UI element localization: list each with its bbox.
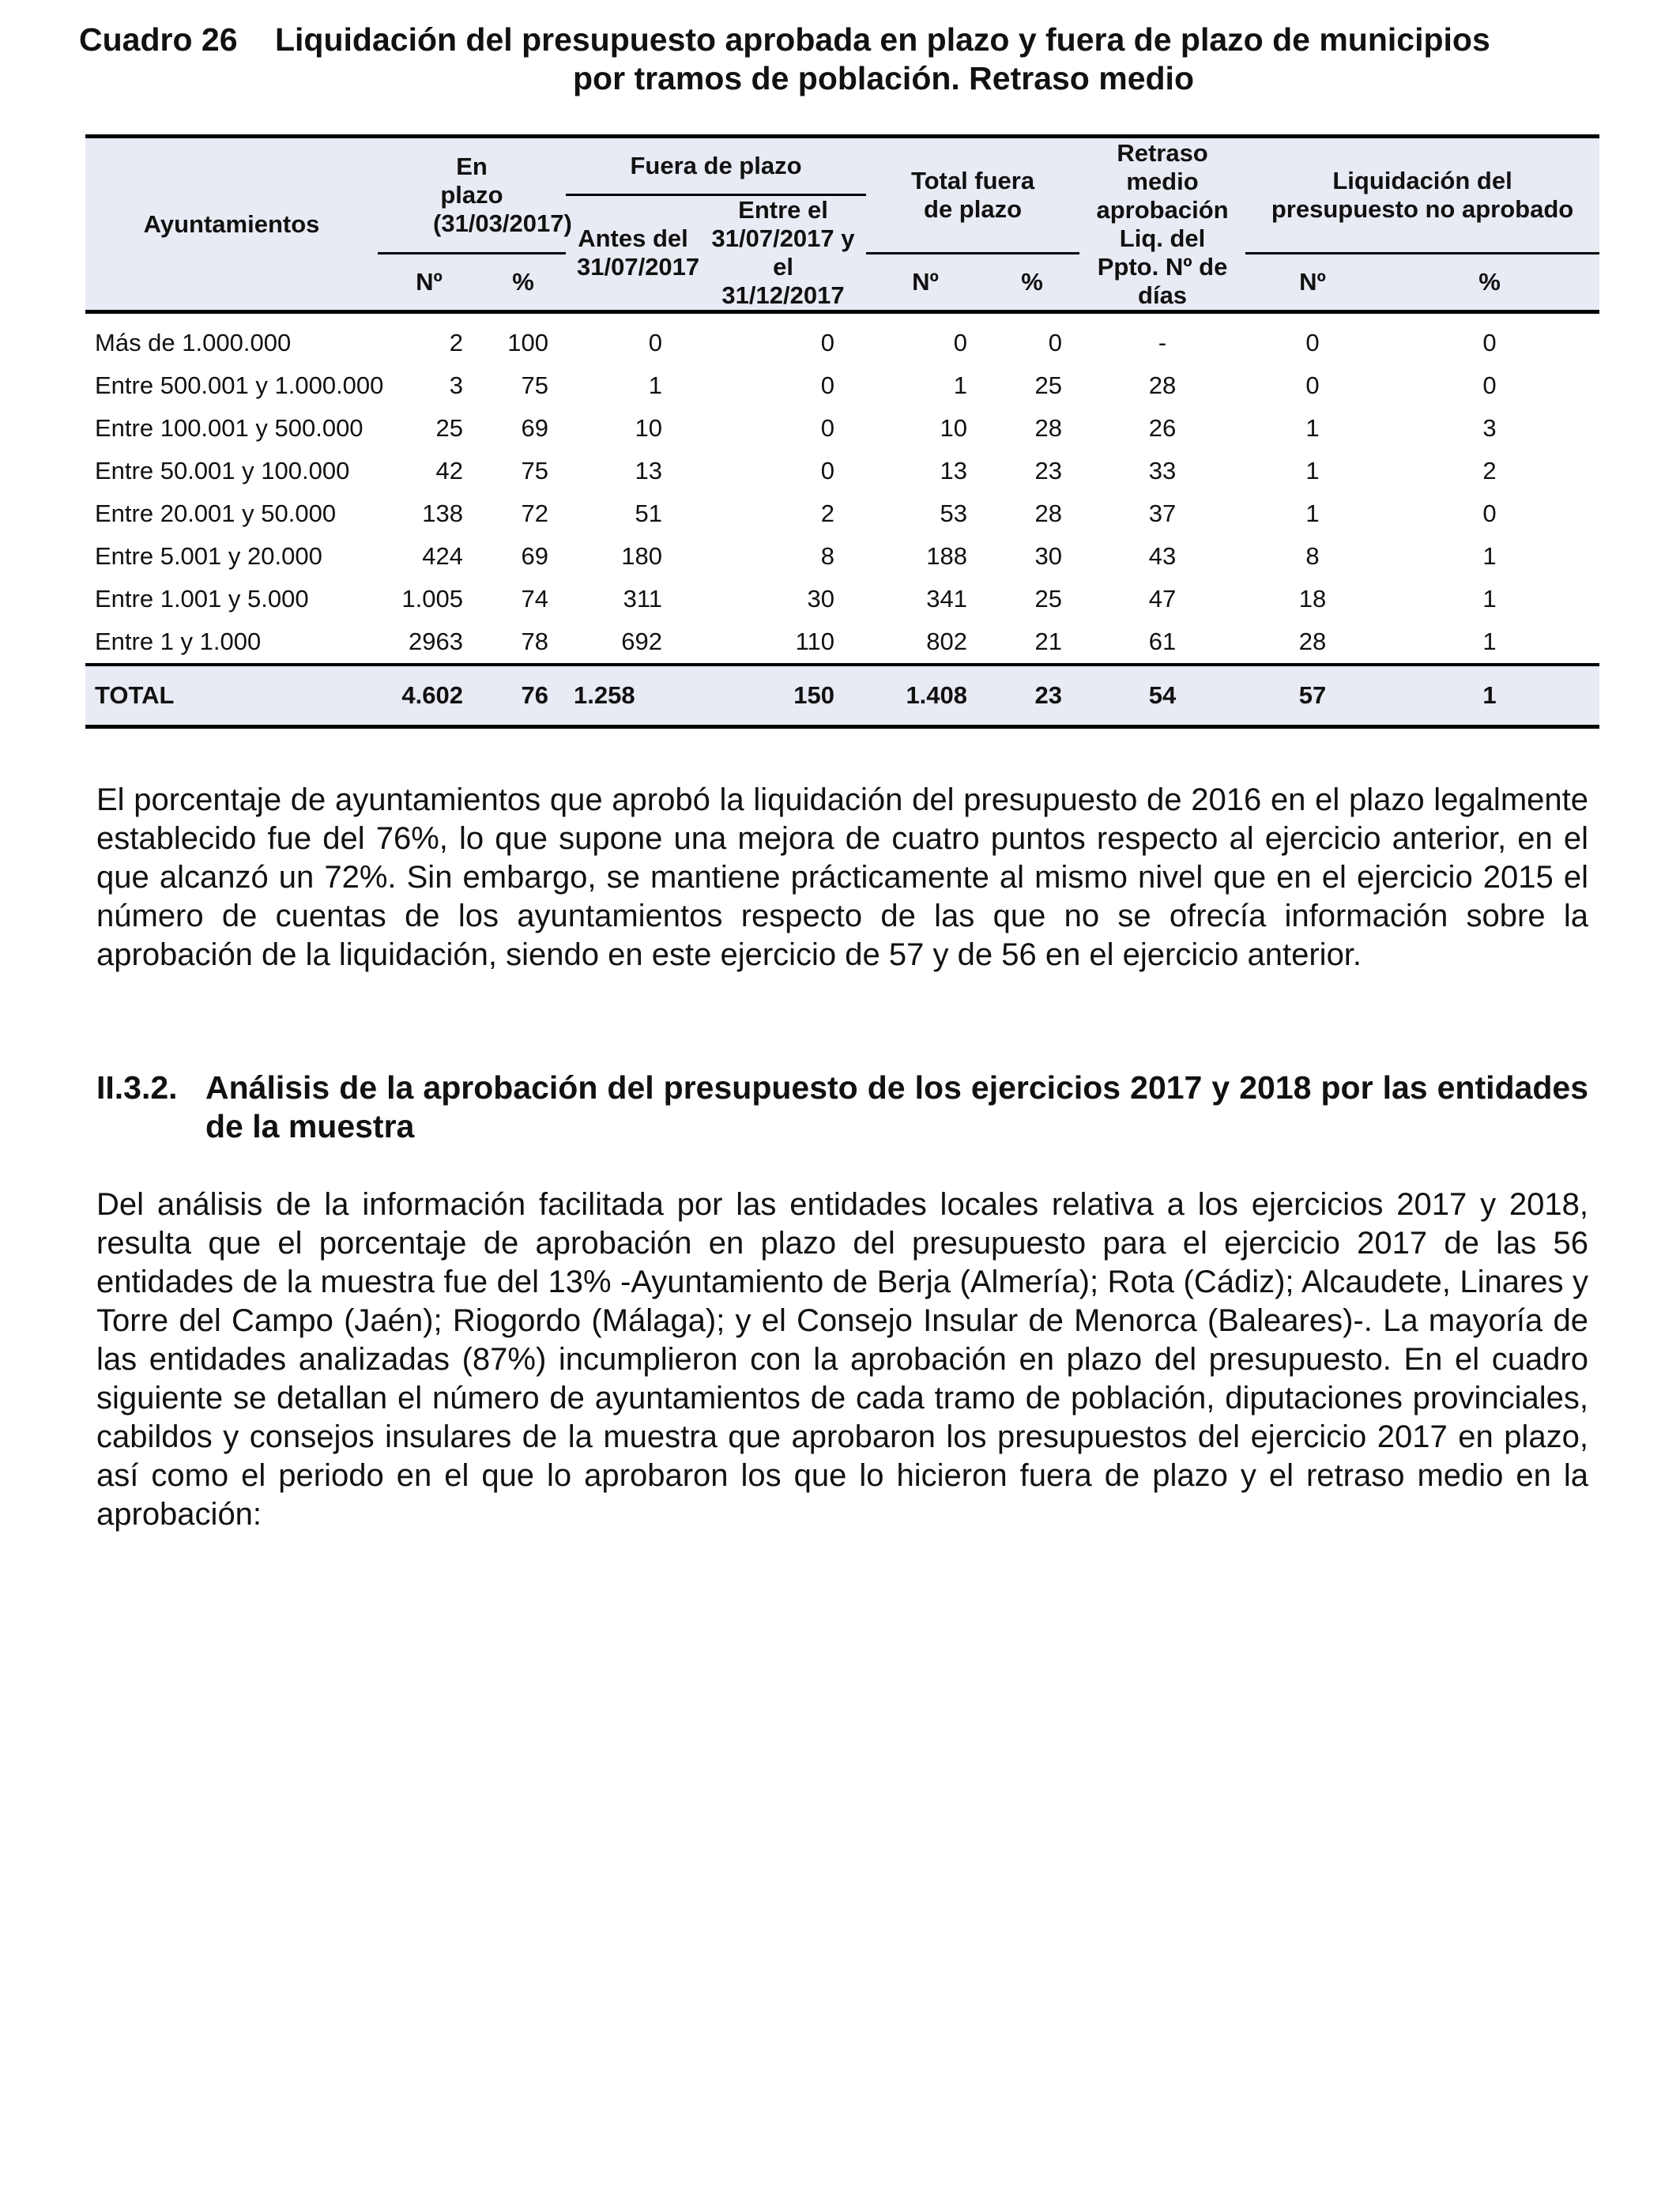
total-en-n: 4.602	[378, 665, 480, 727]
cell-retraso: 33	[1148, 457, 1177, 484]
cell-retraso: -	[1158, 329, 1167, 356]
cell-entre: 110	[795, 628, 835, 655]
cell-tot-n: 341	[926, 585, 968, 613]
section-title: Análisis de la aprobación del presupuesto de los ejercicios 2017 y 2018 por las entidades de la muestra	[205, 1069, 1588, 1144]
cell-tot-n: 802	[926, 628, 968, 655]
cell-tot-pct: 28	[1034, 499, 1063, 527]
cell-liq-n: 18	[1298, 585, 1327, 613]
cell-en-pct: 75	[521, 457, 548, 484]
cell-retraso: 61	[1148, 628, 1177, 655]
cell-entre: 0	[820, 414, 835, 442]
cell-liq-n: 8	[1305, 542, 1320, 570]
cell-name: Entre 5.001 y 20.000	[95, 542, 322, 570]
cell-en-pct: 69	[521, 542, 548, 570]
cell-tot-n: 1	[953, 371, 968, 399]
cell-retraso: 26	[1148, 414, 1177, 442]
section-heading	[96, 1069, 1588, 1146]
cell-antes: 51	[635, 499, 662, 527]
cell-tot-pct: 28	[1034, 414, 1063, 442]
header-en-plazo-pct: %	[480, 254, 566, 312]
cell-liq-pct: 2	[1482, 457, 1497, 484]
header-entre: Entre el 31/07/2017 y el 31/12/2017	[700, 195, 866, 312]
total-label: TOTAL	[85, 665, 378, 727]
cell-liq-n: 0	[1305, 329, 1320, 356]
cell-en-n: 25	[435, 414, 463, 442]
table-row	[85, 620, 1599, 665]
total-tot-pct: 23	[985, 665, 1079, 727]
cell-liq-pct: 1	[1482, 542, 1497, 570]
data-table	[85, 134, 1599, 729]
section-number: II.3.2.	[96, 1069, 178, 1106]
cell-name: Entre 100.001 y 500.000	[95, 414, 363, 442]
header-en-plazo: En plazo (31/03/2017)	[378, 137, 566, 254]
cell-name: Entre 500.001 y 1.000.000	[95, 371, 384, 399]
cell-entre: 0	[820, 329, 835, 356]
cell-liq-pct: 1	[1482, 628, 1497, 655]
cell-retraso: 28	[1148, 371, 1177, 399]
caption-title-line1: Liquidación del presupuesto aprobada en plazo y fuera de plazo de municipios	[275, 21, 1490, 58]
cell-en-n: 42	[435, 457, 463, 484]
header-ayuntamientos: Ayuntamientos	[85, 137, 378, 312]
cell-liq-n: 0	[1305, 371, 1320, 399]
table-body	[85, 312, 1599, 665]
cell-antes: 180	[621, 542, 662, 570]
cell-name: Entre 20.001 y 50.000	[95, 499, 337, 527]
cell-tot-n: 10	[940, 414, 968, 442]
table-row	[85, 407, 1599, 450]
cell-en-pct: 74	[521, 585, 548, 613]
total-antes: 1.258	[566, 665, 700, 727]
cell-en-n: 424	[422, 542, 463, 570]
cell-entre: 0	[820, 457, 835, 484]
cell-tot-pct: 21	[1034, 628, 1063, 655]
header-liquidacion: Liquidación del presupuesto no aprobado	[1245, 137, 1599, 254]
table-row	[85, 450, 1599, 492]
cell-tot-pct: 30	[1034, 542, 1063, 570]
header-fuera-de-plazo: Fuera de plazo	[566, 137, 866, 195]
cell-entre: 0	[820, 371, 835, 399]
total-retraso: 54	[1079, 665, 1245, 727]
table-total	[85, 665, 1599, 727]
table-caption	[79, 21, 1601, 98]
total-liq-pct: 1	[1380, 665, 1599, 727]
table-row	[85, 492, 1599, 535]
paragraph-1: El porcentaje de ayuntamientos que aprobó la liquidación del presupuesto de 2016 en el plazo legalmente establecido fue del 76%, lo que supone una mejora de cuatro puntos respecto al ejercicio anterior, en el que alcanzó un 72%. Sin embargo, se mantiene prácticamente al mismo nivel que en el ejercicio 2015 el número de cuentas de los ayuntamientos respecto de las que no se ofrecía información sobre la aprobación de la liquidación, siendo en este ejercicio de 57 y de 56 en el ejercicio anterior.	[96, 782, 1588, 972]
total-tot-n: 1.408	[866, 665, 985, 727]
cell-antes: 692	[621, 628, 662, 655]
cell-en-n: 2	[449, 329, 463, 356]
cell-retraso: 43	[1148, 542, 1177, 570]
table-row	[85, 364, 1599, 407]
paragraph-2: Del análisis de la información facilitada por las entidades locales relativa a los ejercicios 2017 y 2018, resulta que el porcentaje de aprobación en plazo del presupuesto para el ejercicio 2017 de las 56 entidades de la muestra fue del 13% -Ayuntamiento de Berja (Almería); Rota (Cádiz); Alcaudete, Linares y Torre del Campo (Jaén); Riogordo (Málaga); y el Consejo Insular de Menorca (Baleares)-. La mayoría de las entidades analizadas (87%) incumplieron con la aprobación en plazo del presupuesto. En el cuadro siguiente se detallan el número de ayuntamientos de cada tramo de población, diputaciones provinciales, cabildos y consejos insulares de la muestra que aprobaron los presupuestos del ejercicio 2017 en plazo, así como el periodo en el que lo aprobaron los que lo hicieron fuera de plazo y el retraso medio en la aprobación:	[96, 1187, 1588, 1532]
total-en-pct: 76	[480, 665, 566, 727]
cell-antes: 1	[648, 371, 662, 399]
cell-en-n: 2963	[409, 628, 463, 655]
cell-en-pct: 78	[521, 628, 548, 655]
cell-liq-n: 1	[1305, 457, 1320, 484]
cell-antes: 311	[623, 585, 662, 613]
cell-en-n: 1.005	[401, 585, 463, 613]
cell-en-pct: 69	[521, 414, 548, 442]
header-antes: Antes del 31/07/2017	[566, 195, 700, 312]
cell-entre: 30	[807, 585, 835, 613]
cell-antes: 13	[635, 457, 662, 484]
caption-label: Cuadro 26	[79, 21, 238, 58]
cell-name: Entre 50.001 y 100.000	[95, 457, 350, 484]
table-row	[85, 578, 1599, 620]
cell-antes: 10	[635, 414, 662, 442]
cell-tot-pct: 25	[1034, 585, 1063, 613]
cell-en-n: 3	[449, 371, 463, 399]
header-total-pct: %	[985, 254, 1079, 312]
cell-tot-n: 0	[953, 329, 968, 356]
caption-title-line2: por tramos de población. Retraso medio	[573, 60, 1194, 96]
cell-tot-pct: 0	[1048, 329, 1063, 356]
total-liq-n: 57	[1245, 665, 1380, 727]
cell-name: Entre 1 y 1.000	[95, 628, 262, 655]
cell-liq-n: 1	[1305, 499, 1320, 527]
cell-liq-pct: 0	[1482, 499, 1497, 527]
cell-tot-n: 188	[926, 542, 968, 570]
cell-tot-n: 13	[940, 457, 968, 484]
cell-tot-n: 53	[940, 499, 968, 527]
cell-en-pct: 100	[507, 329, 548, 356]
cell-liq-n: 1	[1305, 414, 1320, 442]
cell-antes: 0	[648, 329, 662, 356]
cell-liq-n: 28	[1298, 628, 1327, 655]
table-row	[85, 535, 1599, 578]
cell-retraso: 47	[1148, 585, 1177, 613]
cell-entre: 8	[820, 542, 835, 570]
header-retraso: Retraso medio aprobación Liq. del Ppto. Nº de días	[1079, 137, 1245, 312]
header-en-plazo-n: Nº	[378, 254, 480, 312]
header-liq-n: Nº	[1245, 254, 1380, 312]
total-row	[85, 665, 1599, 727]
cell-tot-pct: 25	[1034, 371, 1063, 399]
cell-retraso: 37	[1148, 499, 1177, 527]
cell-name: Entre 1.001 y 5.000	[95, 585, 309, 613]
cell-liq-pct: 0	[1482, 329, 1497, 356]
cell-tot-pct: 23	[1034, 457, 1063, 484]
cell-en-pct: 75	[521, 371, 548, 399]
header-liq-pct: %	[1380, 254, 1599, 312]
table-header	[85, 137, 1599, 312]
cell-name: Más de 1.000.000	[95, 329, 292, 356]
header-total-fuera: Total fuera de plazo	[866, 137, 1079, 254]
header-total-n: Nº	[866, 254, 985, 312]
cell-entre: 2	[820, 499, 835, 527]
cell-liq-pct: 1	[1482, 585, 1497, 613]
cell-liq-pct: 3	[1482, 414, 1497, 442]
total-entre: 150	[700, 665, 866, 727]
cell-liq-pct: 0	[1482, 371, 1497, 399]
cell-en-pct: 72	[521, 499, 548, 527]
cell-en-n: 138	[422, 499, 463, 527]
table-row	[85, 312, 1599, 365]
